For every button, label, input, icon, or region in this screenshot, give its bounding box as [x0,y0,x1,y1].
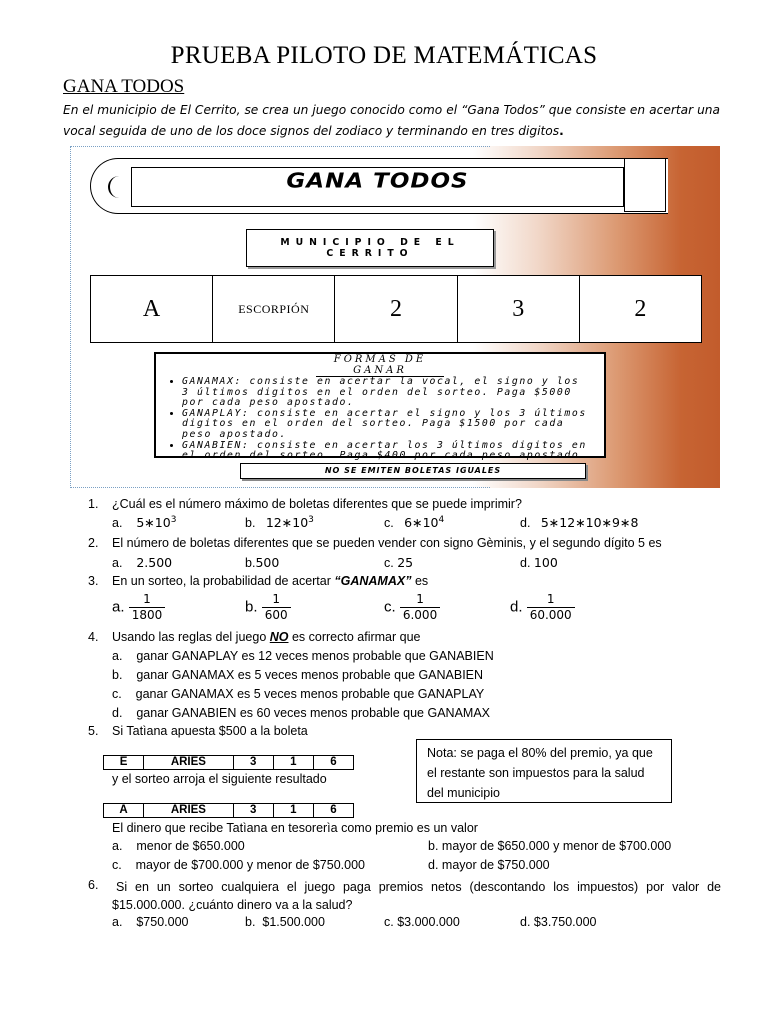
option-label: a. [112,649,123,663]
q4-text-after: es correcto afirmar que [288,630,421,644]
option-text: mayor de $650.000 y menor de $700.000 [441,839,672,853]
numerator: 1 [546,592,555,606]
option-label: b. [245,915,256,929]
formas-title: FORMAS DE GANAR [316,354,444,377]
forma-ganaplay: • GANAPLAY: consiste en acertar el signo y los 3 últimos digitos en el orden del sorteo. Paga $1500 por cada peso apostado. [182,409,594,441]
q2-option-b [245,555,279,570]
q5-text: Si Tatìana apuesta $500 a la boleta [112,724,308,738]
option-value: $1.500.000 [262,915,325,929]
formas-list [166,377,594,462]
option-value: 500 [255,555,280,570]
q4-text-em: NO [269,630,289,644]
option-value: 12∗10 [265,515,309,531]
option-value: $3.000.000 [397,915,460,929]
boleta-digito: 6 [313,756,353,770]
q1-option-d [520,515,638,530]
q5-text-2: El dinero que recibe Tatìana en tesorerìa como premio es un valor [112,821,478,835]
q3-option-b [245,592,291,623]
option-label: c. [384,556,394,570]
option-exponent: 3 [308,515,314,525]
option-label: b. [112,668,123,682]
option-text: ganar GANAMAX es 5 veces menos probable que GANAPLAY [135,687,485,701]
option-label: d. [428,858,439,872]
q3-text-after: es [411,574,429,588]
boleta-vocal: E [104,756,144,770]
q4-text [112,630,421,644]
numerator: 1 [272,592,280,606]
option-value: 6∗10 [404,515,439,531]
municipio-label: MUNICIPIO DE EL CERRITO [246,229,494,267]
boleta-signo: ARIES [144,756,234,770]
option-label: c. [384,915,394,929]
option-value: 2.500 [136,555,173,570]
q2-option-a [112,555,172,570]
option-label: d. [112,706,123,720]
fraction [129,592,166,623]
option-label: b. [428,839,439,853]
brand-title: GANA TODOS [286,169,469,193]
option-label: a. [112,915,123,929]
numerator: 1 [143,592,151,606]
ticket-cell-digito-2: 3 [458,276,580,342]
intro-paragraph [63,100,720,142]
boleta-digito: 1 [273,804,313,818]
q4-option-b [112,668,483,682]
q3-text [112,574,428,588]
q5-number: 5. [88,724,99,738]
boleta-digito: 1 [273,756,313,770]
option-label: a. [112,598,125,616]
denominator: 1800 [129,607,166,623]
forma-ganamax: • GANAMAX: consiste en acertar la vocal, el signo y los 3 últimos digitos en el orden del sorteo. Paga $5000 por cada peso apostado. [182,377,594,409]
option-label: b. [245,516,256,531]
option-text: mayor de $700.000 y menor de $750.000 [135,858,365,872]
ticket-cell-digito-1: 2 [335,276,457,342]
forma-ganabien: • GANABIEN: consiste en acertar los 3 últimos digitos en el orden del sorteo. Paga $400 por cada peso apostado. [182,441,594,462]
q3-text-em: “GANAMAX” [334,574,412,588]
section-title: GANA TODOS [63,76,185,97]
denominator: 60.000 [527,607,575,623]
ticket-cell-digito-3: 2 [634,295,647,322]
q1-number: 1. [88,497,99,511]
q1-option-c [384,515,444,530]
boleta-digito: 3 [233,756,273,770]
option-text: ganar GANAMAX es 5 veces menos probable que GANABIEN [136,668,484,682]
option-label: c. [112,687,122,701]
formas-de-ganar-box [154,352,606,462]
option-label: b. [245,556,256,570]
denominator: 600 [262,607,291,623]
ticket-cell-signo: ESCORPIÓN [213,276,335,342]
denominator: 6.000 [400,607,440,623]
ticket-cells [90,275,702,343]
numerator: 1 [416,592,424,606]
option-exponent: 3 [170,515,177,525]
option-text: ganar GANAPLAY es 12 veces menos probable que GANABIEN [136,649,494,663]
option-label: d. [520,556,531,570]
boleta-digito: 6 [313,804,353,818]
intro-text: En el municipio de El Cerrito, se crea un juego conocido como el “Gana Todos” que consiste en acertar una vocal seguida de uno de los doce signos del zodiaco y terminando en tres digitos [63,103,720,138]
option-value: 5∗10 [136,515,171,531]
q3-text-before: En un sorteo, la probabilidad de acertar [112,574,335,588]
ticket-cell-vocal: A [91,276,213,342]
option-value: 25 [397,555,414,570]
q6-number: 6. [88,878,99,892]
q5-option-d [428,858,550,872]
option-label: c. [384,598,396,616]
fraction [527,592,575,623]
boleta-apostada [103,755,354,770]
option-label: a. [112,839,123,853]
option-text: mayor de $750.000 [441,858,550,872]
q6-option-a [112,915,188,929]
option-exponent: 4 [438,515,445,525]
q1-option-b [245,515,314,530]
option-value: 100 [533,555,558,570]
intro-end: . [559,124,564,138]
q5-option-b [428,839,671,853]
page-title: PRUEBA PILOTO DE MATEMÁTICAS [170,42,598,69]
q6-option-b [245,915,325,929]
q5-option-a [112,839,245,853]
q6-option-c [384,915,460,929]
fraction [262,592,291,623]
q4-text-before: Usando las reglas del juego [112,630,270,644]
q3-number: 3. [88,574,99,588]
option-label: d. [520,915,531,929]
nota-box: Nota: se paga el 80% del premio, ya que el restante son impuestos para la salud del municipio [416,739,672,803]
q4-option-a [112,649,494,663]
option-label: a. [112,516,123,531]
brand-scroll-end [624,158,666,212]
q4-option-c [112,687,484,701]
q2-text: El número de boletas diferentes que se pueden vender con signo Gèminis, y el segundo dígito 5 es [112,536,662,550]
q6-text: Si en un sorteo cualquiera el juego paga premios netos (descontando los impuestos) por valor de $15.000.000. ¿cuánto dinero va a la salud? [112,880,721,912]
option-label: a. [112,556,123,570]
q1-option-a [112,515,176,530]
q6-option-d [520,915,596,929]
option-value: 5∗12∗10∗9∗8 [540,515,639,530]
q3-option-d [510,592,575,623]
q5-option-c [112,858,365,872]
option-value: $750.000 [136,915,189,929]
option-text: ganar GANABIEN es 60 veces menos probable que GANAMAX [136,706,490,720]
option-value: $3.750.000 [533,915,597,929]
q4-option-d [112,706,490,720]
no-emiten-label: NO SE EMITEN BOLETAS IGUALES [240,463,586,479]
boleta-signo: ARIES [144,804,234,818]
option-label: c. [384,516,394,531]
fraction [400,592,440,623]
boleta-resultado [103,803,354,818]
q5-middle-text: y el sorteo arroja el siguiente resultado [112,772,327,786]
option-text: menor de $650.000 [136,839,245,853]
boleta-vocal: A [104,804,144,818]
option-label: d. [520,516,531,530]
q2-option-c [384,555,413,570]
q1-text: ¿Cuál es el número máximo de boletas diferentes que se puede imprimir? [112,497,522,511]
q3-option-c [384,592,440,623]
option-label: b. [245,598,258,616]
option-label: c. [112,858,122,872]
boleta-digito: 3 [233,804,273,818]
q3-option-a [112,592,165,623]
q2-number: 2. [88,536,99,550]
option-label: d. [510,598,523,616]
q2-option-d [520,555,558,570]
q4-number: 4. [88,630,99,644]
